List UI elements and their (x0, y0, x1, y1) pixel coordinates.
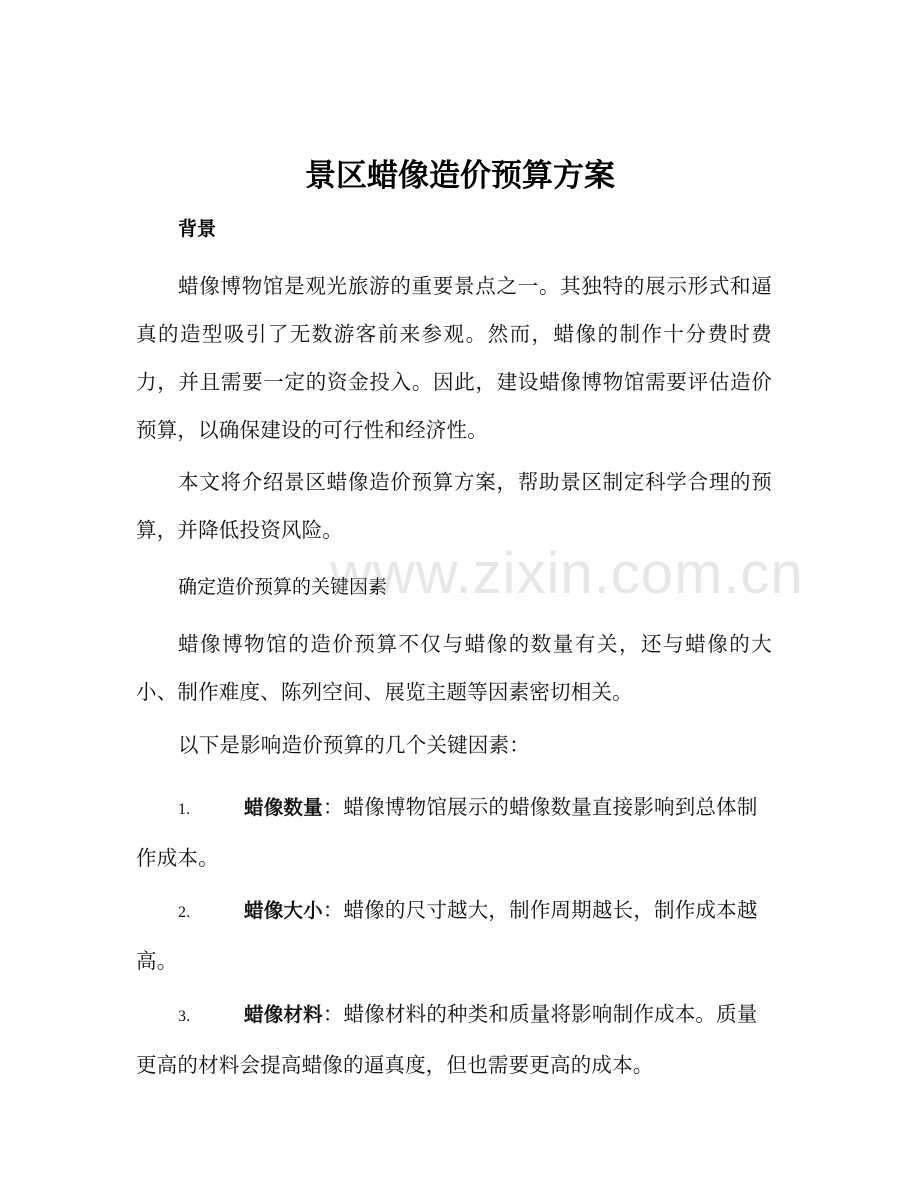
list-separator: ： (322, 898, 344, 922)
list-item (136, 886, 772, 985)
list-term: 蜡像大小 (244, 899, 323, 922)
document-title: 景区蜡像造价预算方案 (305, 158, 615, 194)
section-heading-key-factors: 确定造价预算的关键因素 (178, 576, 388, 598)
list-text: 蜡像博物馆展示的蜡像数量直接影响到总体制作成本。 (136, 795, 758, 870)
list-term: 蜡像材料 (244, 1003, 323, 1026)
section-heading-background: 背景 (178, 218, 217, 240)
list-number: 1. (178, 801, 191, 818)
list-number: 2. (178, 904, 191, 921)
paragraph-background-1: 蜡像博物馆是观光旅游的重要景点之一。其独特的展示形式和逼真的造型吸引了无数游客前来参观。然而，蜡像的制作十分费时费力，并且需要一定的资金投入。因此，建设蜡像博物馆需要评估造价预算，以确保建设的可行性和经济性。 (136, 274, 772, 442)
list-number: 3. (178, 1008, 191, 1025)
paragraph-key-factors-1: 蜡像博物馆的造价预算不仅与蜡像的数量有关，还与蜡像的大小、制作难度、陈列空间、展览主题等因素密切相关。 (136, 632, 772, 704)
paragraph-key-factors-2: 以下是影响造价预算的几个关键因素： (178, 733, 530, 757)
paragraph-background-2: 本文将介绍景区蜡像造价预算方案，帮助景区制定科学合理的预算，并降低投资风险。 (136, 470, 772, 542)
list-item (136, 783, 772, 882)
list-text: 蜡像材料的种类和质量将影响制作成本。质量更高的材料会提高蜡像的逼真度，但也需要更高的成本。 (136, 1002, 758, 1077)
list-separator: ： (322, 1002, 344, 1026)
watermark: www.zixin.com.cn (330, 541, 804, 606)
list-item (136, 990, 772, 1089)
list-term: 蜡像数量 (244, 796, 323, 819)
list-text: 蜡像的尺寸越大，制作周期越长，制作成本越高。 (136, 898, 758, 973)
list-separator: ： (322, 795, 344, 819)
